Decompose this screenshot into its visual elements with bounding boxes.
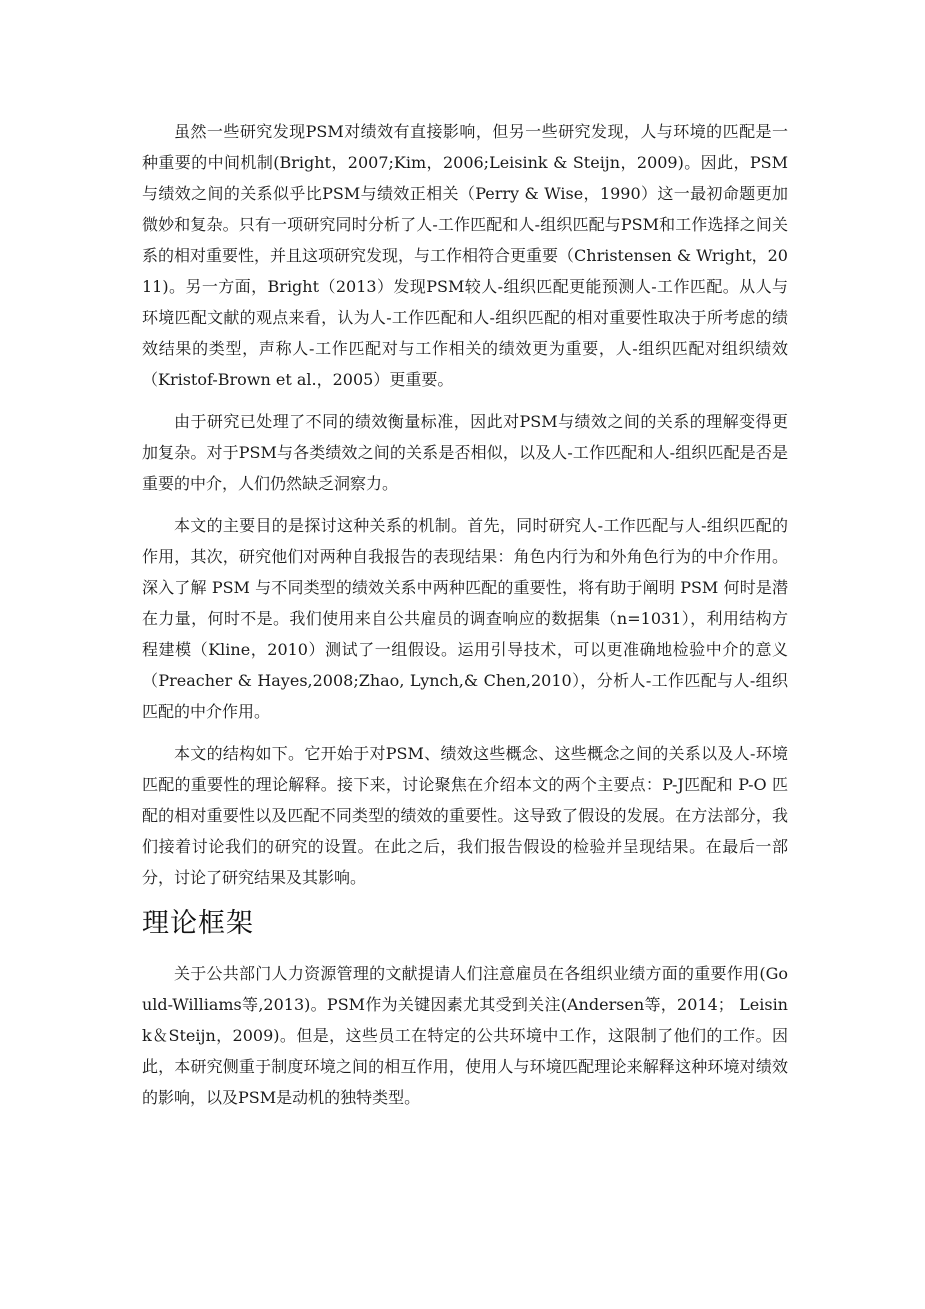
paragraph-public-hrm-literature: 关于公共部门人力资源管理的文献提请人们注意雇员在各组织业绩方面的重要作用(Gould-Williams等,2013)。PSM作为关键因素尤其受到关注(Andersen等，2014； Leisink＆Steijn，2009)。但是，这些员工在特定的公共环境中工作，这限制了他们的工作。因此，本研究侧重于制度环境之间的相互作用，使用人与环境匹配理论来解释这种环境对绩效的影响，以及PSM是动机的独特类型。: [142, 964, 788, 1107]
section-heading-theoretical-framework: 理论框架: [142, 908, 254, 939]
paragraph-psm-fit-mechanism: 虽然一些研究发现PSM对绩效有直接影响，但另一些研究发现，人与环境的匹配是一种重要的中间机制(Bright，2007;Kim，2006;Leisink & Steijn，2009)。因此，PSM与绩效之间的关系似乎比PSM与绩效正相关（Perry & Wise，1990）这一最初命题更加微妙和复杂。只有一项研究同时分析了人-工作匹配和人-组织匹配与PSM和工作选择之间关系的相对重要性，并且这项研究发现，与工作相符合更重要（Christensen & Wright，2011)。另一方面，Bright（2013）发现PSM较人-组织匹配更能预测人-工作匹配。从人与环境匹配文献的观点来看，认为人-工作匹配和人-组织匹配的相对重要性取决于所考虑的绩效结果的类型，声称人-工作匹配对与工作相关的绩效更为重要，人-组织匹配对组织绩效（Kristof-Brown et al.，2005）更重要。: [142, 122, 788, 389]
paragraph-performance-measures: 由于研究已处理了不同的绩效衡量标准，因此对PSM与绩效之间的关系的理解变得更加复杂。对于PSM与各类绩效之间的关系是否相似，以及人-工作匹配和人-组织匹配是否是重要的中介，人们仍然缺乏洞察力。: [142, 412, 788, 493]
paragraph-paper-structure: 本文的结构如下。它开始于对PSM、绩效这些概念、这些概念之间的关系以及人-环境匹配的重要性的理论解释。接下来，讨论聚焦在介绍本文的两个主要点：P-J匹配和 P-O 匹配的相对重要性以及匹配不同类型的绩效的重要性。这导致了假设的发展。在方法部分，我们接着讨论我们的研究的设置。在此之后，我们报告假设的检验并呈现结果。在最后一部分，讨论了研究结果及其影响。: [142, 744, 788, 887]
paragraph-study-purpose: 本文的主要目的是探讨这种关系的机制。首先，同时研究人-工作匹配与人-组织匹配的作用，其次，研究他们对两种自我报告的表现结果：角色内行为和外角色行为的中介作用。深入了解 PSM 与不同类型的绩效关系中两种匹配的重要性，将有助于阐明 PSM 何时是潜在力量，何时不是。我们使用来自公共雇员的调查响应的数据集（n=1031），利用结构方程建模（Kline，2010）测试了一组假设。运用引导技术，可以更准确地检验中介的意义（Preacher & Hayes,2008;Zhao, Lynch,& Chen,2010），分析人-工作匹配与人-组织匹配的中介作用。: [142, 516, 788, 721]
document-body: [142, 116, 788, 1124]
